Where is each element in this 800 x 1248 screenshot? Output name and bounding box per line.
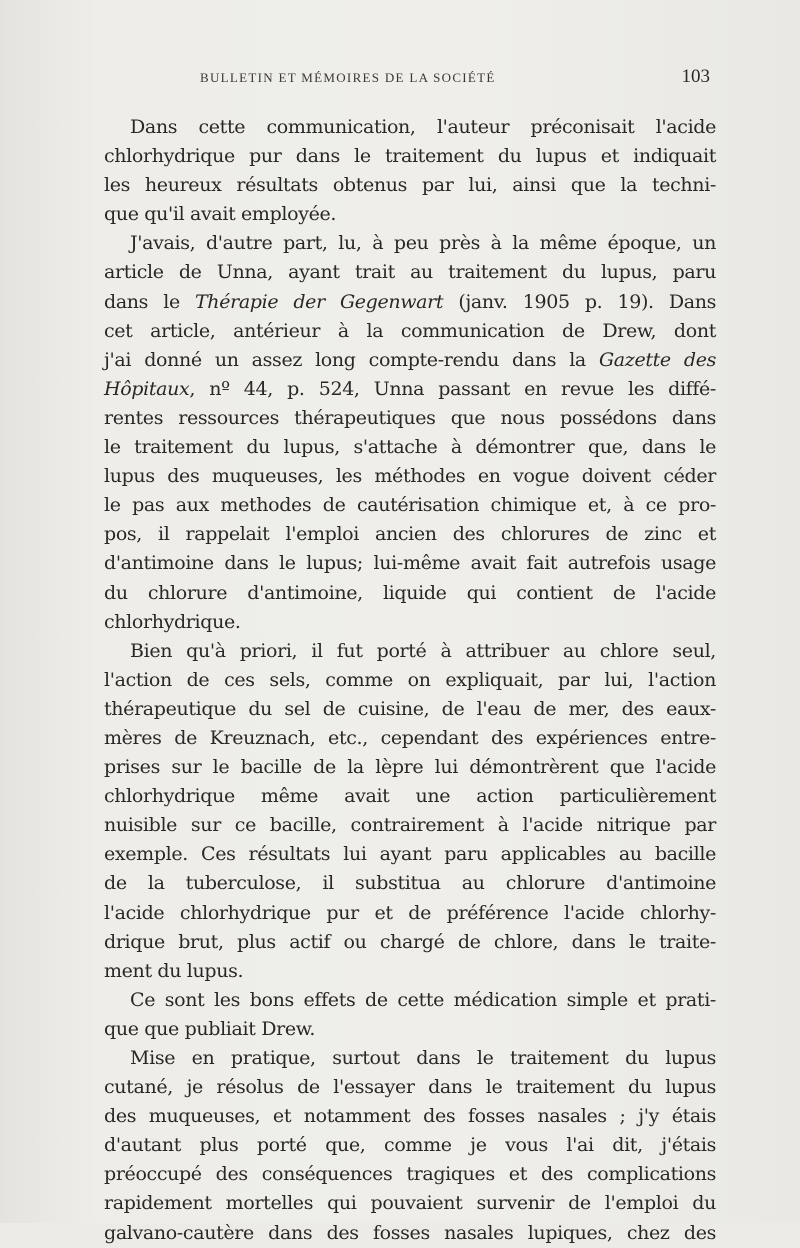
text-line: le pas aux methodes de cautérisation chimique et, à ce pro- — [104, 494, 716, 517]
text-run: , nº 44, p. 524, Unna passant en revue les diffé- — [189, 377, 716, 400]
journal-title: Thérapie der Gegenwart — [194, 290, 444, 313]
text-line: lupus des muqueuses, les méthodes en vogue doivent céder — [104, 465, 716, 488]
page-header — [200, 66, 710, 90]
text-line: chlorhydrique pur dans le traitement du lupus et indiquait — [104, 145, 716, 168]
text-line — [104, 346, 716, 375]
text-line: pos, il rappelait l'emploi ancien des chlorures de zinc et — [104, 523, 716, 546]
running-head: BULLETIN ET MÉMOIRES DE LA SOCIÉTÉ — [200, 70, 496, 85]
text-line — [104, 288, 716, 317]
text-line: thérapeutique du sel de cuisine, de l'eau de mer, des eaux- — [104, 697, 716, 720]
text-line: Dans cette communication, l'auteur préconisait l'acide — [130, 116, 716, 138]
text-line: rapidement mortelles qui pouvaient survenir de l'emploi du — [104, 1192, 716, 1215]
text-line: ment du lupus. — [104, 959, 244, 982]
body-text — [104, 113, 716, 1248]
text-run: dans le — [104, 290, 180, 313]
text-line: Mise en pratique, surtout dans le traitement du lupus — [130, 1047, 716, 1069]
text-line: les heureux résultats obtenus par lui, ainsi que la techni- — [104, 174, 716, 197]
text-line: cet article, antérieur à la communication de Drew, dont — [104, 319, 716, 342]
text-line: du chlorure d'antimoine, liquide qui contient de l'acide — [104, 581, 716, 604]
journal-title: Gazette des — [598, 348, 716, 371]
text-line: J'avais, d'autre part, lu, à peu près à la même époque, un — [130, 232, 716, 255]
text-line: chlorhydrique même avait une action particulièrement — [104, 785, 716, 808]
text-line: l'action de ces sels, comme on expliquait, par lui, l'action — [104, 668, 716, 691]
text-line: des muqueuses, et notamment des fosses nasales ; j'y étais — [104, 1105, 716, 1128]
text-line: l'acide chlorhydrique pur et de préférence l'acide chlorhy- — [104, 901, 716, 924]
text-line: cutané, je résolus de l'essayer dans le traitement du lupus — [104, 1076, 716, 1099]
text-line: d'autant plus porté que, comme je vous l'ai dit, j'étais — [104, 1134, 716, 1157]
text-line: galvano-cautère dans des fosses nasales lupiques, chez des — [104, 1221, 716, 1244]
text-line: mères de Kreuznach, etc., cependant des expériences entre- — [104, 726, 716, 749]
text-line: nuisible sur ce bacille, contrairement à l'acide nitrique par — [104, 814, 716, 837]
text-line: le traitement du lupus, s'attache à démontrer que, dans le — [104, 436, 716, 459]
text-line: chlorhydrique. — [104, 610, 241, 633]
journal-title: Hôpitaux — [104, 377, 190, 400]
text-line: exemple. Ces résultats lui ayant paru applicables au bacille — [104, 843, 716, 866]
text-line: Bien qu'à priori, il fut porté à attribuer au chlore seul, — [130, 639, 716, 662]
text-line: drique brut, plus actif ou chargé de chlore, dans le traite- — [104, 930, 716, 953]
text-line: préoccupé des conséquences tragiques et des complications — [104, 1163, 716, 1186]
text-run: j'ai donné un assez long compte-rendu dans la — [104, 348, 586, 371]
text-line: d'antimoine dans le lupus; lui-même avait fait autrefois usage — [104, 552, 716, 575]
text-line: rentes ressources thérapeutiques que nous possédons dans — [104, 406, 716, 429]
text-line: article de Unna, ayant trait au traitement du lupus, paru — [104, 261, 716, 284]
text-line: prises sur le bacille de la lèpre lui démontrèrent que l'acide — [104, 756, 716, 779]
text-line: que qu'il avait employée. — [104, 203, 337, 226]
text-line — [104, 375, 716, 404]
page-number: 103 — [681, 66, 710, 87]
text-line: que que publiait Drew. — [104, 1017, 316, 1040]
text-line: de la tuberculose, il substitua au chlorure d'antimoine — [104, 872, 716, 895]
text-run: (janv. 1905 p. 19). Dans — [458, 290, 716, 313]
text-line: Ce sont les bons effets de cette médication simple et prati- — [130, 988, 716, 1011]
